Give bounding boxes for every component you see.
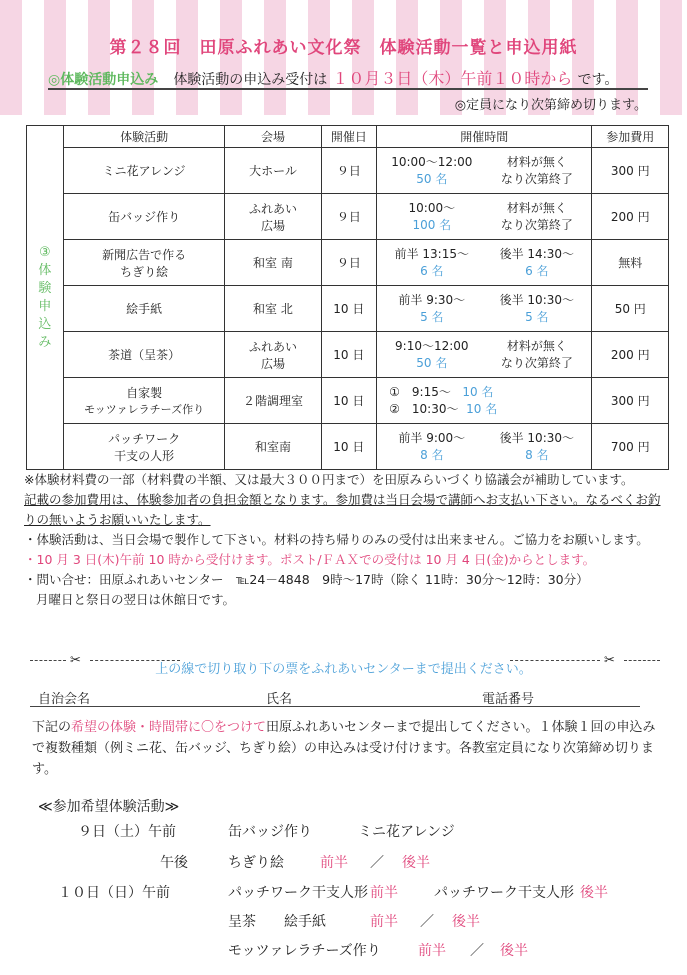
table-header-row <box>27 126 669 148</box>
option-etegami-first[interactable]: 前半 <box>370 914 398 930</box>
option-can-badge[interactable]: 缶バッジ作り <box>228 824 312 840</box>
field-underline[interactable] <box>30 706 640 707</box>
option-mini-flower[interactable]: ミニ花アレンジ <box>358 824 455 840</box>
activity-time: 9:10～12:00 50 名材料が無く なり次第終了 <box>377 332 592 378</box>
activity-day: 10 日 <box>321 378 377 424</box>
activity-time: 前半 13:15～ 6 名後半 14:30～ 6 名 <box>377 240 592 286</box>
note-closed: 月曜日と祭日の翌日は休館日です。 <box>36 592 236 607</box>
activity-time: 前半 9:30～ 5 名後半 10:30～ 5 名 <box>377 286 592 332</box>
quota-note: ◎定員になり次第締め切ります。 <box>454 98 647 113</box>
header-day: 開催日 <box>321 126 377 148</box>
activity-fee: 300 円 <box>592 148 669 194</box>
option-patchwork-label-2: パッチワーク干支人形 <box>434 885 574 901</box>
activity-day: ９日 <box>321 148 377 194</box>
activity-name: 缶バッジ作り <box>63 194 225 240</box>
activity-day: 10 日 <box>321 332 377 378</box>
activity-name: ミニ花アレンジ <box>63 148 225 194</box>
note-fee: 記載の参加費用は、体験参加者の負担金額となります。参加費は当日会場で講師へお支払い下さい。なるべくお釣りの無いようお願いいたします。 <box>24 492 661 527</box>
activity-table <box>26 125 669 470</box>
scissors-icon: ✂ <box>70 653 81 668</box>
note-contact: ・問い合せ：田原ふれあいセンター ℡24－4848 9時～17時（除く 11時：30分～12時：30分） <box>24 572 589 587</box>
activity-time: 10:00～ 100 名材料が無く なり次第終了 <box>377 194 592 240</box>
activity-name: 絵手紙 <box>63 286 225 332</box>
table-row <box>27 378 669 424</box>
activity-venue: 大ホール <box>225 148 321 194</box>
activity-fee: 200 円 <box>592 194 669 240</box>
option-etegami-second[interactable]: 後半 <box>452 914 480 930</box>
activity-fee: 700 円 <box>592 424 669 470</box>
option-mozzarella-first[interactable]: 前半 <box>418 943 446 959</box>
option-chigirie: ちぎり絵 <box>228 855 284 871</box>
notes <box>24 470 670 610</box>
side-label: ③ 体 験 申 込 み <box>27 126 64 470</box>
apply-date: １０月３日（木）午前１０時から <box>332 69 573 88</box>
header-activity: 体験活動 <box>63 126 225 148</box>
apply-notice <box>48 66 648 88</box>
activity-venue: 和室 北 <box>225 286 321 332</box>
activity-day: 10 日 <box>321 286 377 332</box>
activity-venue: 和室 南 <box>225 240 321 286</box>
page-title: 第２８回 田原ふれあい文化祭 体験活動一覧と申込用紙 <box>109 38 578 58</box>
activity-venue: ふれあい 広場 <box>225 194 321 240</box>
instructions: 下記の希望の体験・時間帯に〇をつけて田原ふれあいセンターまで提出してください。１体験１回の申込みで複数種類（例ミニ花、缶バッジ、ちぎり絵）の申込みは受け付けます。各教室定員になり次第締め切ります。 <box>32 720 656 777</box>
table-row <box>27 194 669 240</box>
option-chigirie-first[interactable]: 前半 <box>320 855 348 871</box>
activity-venue: ふれあい 広場 <box>225 332 321 378</box>
option-patchwork-second[interactable]: 後半 <box>580 885 608 901</box>
option-etegami: 絵手紙 <box>284 914 326 930</box>
apply-text: 体験活動の申込み受付は <box>173 72 328 88</box>
activity-time: ① 9:15～ 10 名 ② 10:30～ 10 名 <box>377 378 592 424</box>
apply-label: ◎体験活動申込み <box>48 72 159 88</box>
option-chigirie-second[interactable]: 後半 <box>402 855 430 871</box>
field-label-phone: 電話番号 <box>482 692 535 707</box>
table-row <box>27 240 669 286</box>
header-time: 開催時間 <box>377 126 592 148</box>
option-tea[interactable]: 呈茶 <box>228 914 256 930</box>
table-row <box>27 332 669 378</box>
note-subsidy: ※体験材料費の一部（材料費の半額、又は最大３００円まで）を田原みらいづくり協議会が補助しています。 <box>24 472 634 487</box>
apply-suffix: です。 <box>577 72 619 88</box>
activity-day: ９日 <box>321 240 377 286</box>
scissors-icon: ✂ <box>604 653 615 668</box>
activity-venue: 和室南 <box>225 424 321 470</box>
activity-day: 10 日 <box>321 424 377 470</box>
note-reception: ・10 月 3 日(木)午前 10 時から受付けます。ポスト/ＦＡＸでの受付は 10 月 4 日(金)からとします。 <box>24 552 596 567</box>
option-mozzarella: モッツァレラチーズ作り <box>228 943 381 959</box>
option-mozzarella-second[interactable]: 後半 <box>500 943 528 959</box>
activity-day: ９日 <box>321 194 377 240</box>
activity-fee: 300 円 <box>592 378 669 424</box>
cut-instruction: 上の線で切り取り下の票をふれあいセンターまで提出ください。 <box>155 662 532 677</box>
activity-name: パッチワーク 干支の人形 <box>63 424 225 470</box>
activity-fee: 200 円 <box>592 332 669 378</box>
table-row <box>27 148 669 194</box>
option-patchwork-label: パッチワーク干支人形 <box>228 885 368 901</box>
table-row <box>27 286 669 332</box>
activity-name: 茶道（呈茶） <box>63 332 225 378</box>
activity-name: 自家製 モッツァレラチーズ作り <box>63 378 225 424</box>
header-venue: 会場 <box>225 126 321 148</box>
activity-fee: 50 円 <box>592 286 669 332</box>
table-row <box>27 424 669 470</box>
applicant-fields <box>30 688 640 708</box>
apply-underline <box>48 88 648 90</box>
activity-venue: ２階調理室 <box>225 378 321 424</box>
section-title: ≪参加希望体験活動≫ <box>38 799 180 815</box>
field-label-name: 氏名 <box>266 692 293 707</box>
activity-time: 10:00～12:00 50 名材料が無く なり次第終了 <box>377 148 592 194</box>
header-fee: 参加費用 <box>592 126 669 148</box>
field-label-community: 自治会名 <box>38 692 91 707</box>
note-onsite: ・体験活動は、当日会場で製作して下さい。材料の持ち帰りのみの受付は出来ません。ご協力をお願いします。 <box>24 532 649 547</box>
activity-time: 前半 9:00～ 8 名後半 10:30～ 8 名 <box>377 424 592 470</box>
option-patchwork-first[interactable]: 前半 <box>370 885 398 901</box>
activity-fee: 無料 <box>592 240 669 286</box>
activity-name: 新聞広告で作る ちぎり絵 <box>63 240 225 286</box>
